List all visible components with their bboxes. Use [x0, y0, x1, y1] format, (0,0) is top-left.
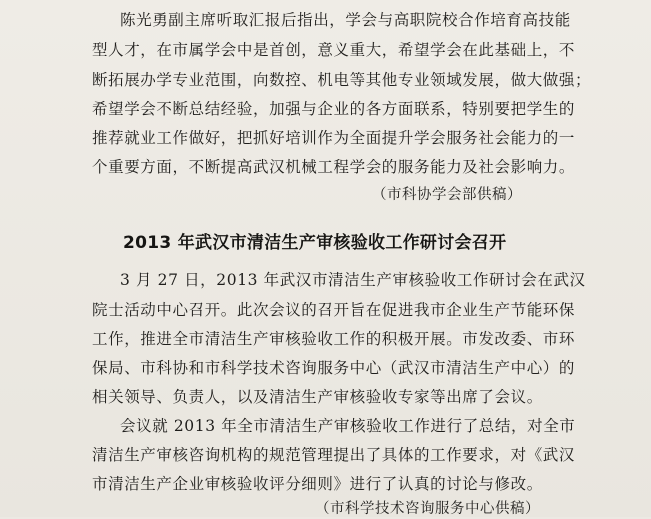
- source-credit: （市科协学会部供稿）: [372, 187, 522, 203]
- paragraph-line: 3 月 27 日，2013 年武汉市清洁生产审核验收工作研讨会在武汉: [120, 271, 586, 289]
- paragraph-line: 陈光勇副主席听取汇报后指出，学会与高职院校合作培育高技能: [120, 11, 571, 29]
- paragraph-line: 会议就 2013 年全市清洁生产审核验收工作进行了总结，对全市: [120, 417, 576, 435]
- paragraph-line: 推荐就业工作做好，把抓好培训作为全面提升学会服务社会能力的一: [92, 129, 576, 147]
- paragraph-line: 相关领导、负责人，以及清洁生产审核验收专家等出席了会议。: [92, 388, 543, 406]
- paragraph-line: 断拓展办学专业范围，向数控、机电等其他专业领域发展，做大做强；: [92, 71, 592, 89]
- source-credit: （市科学技术咨询服务中心供稿）: [315, 501, 540, 517]
- paragraph-line: 院士活动中心召开。此次会议的召开旨在促进我市企业生产节能环保: [92, 301, 576, 319]
- paragraph-line: 希望学会不断总结经验，加强与企业的各方面联系，特别要把学生的: [92, 100, 576, 118]
- paragraph-line: 工作，推进全市清洁生产审核验收工作的积极开展。市发改委、市环: [92, 330, 576, 348]
- article-title: 2013 年武汉市清洁生产审核验收工作研讨会召开: [123, 233, 507, 253]
- paragraph-line: 型人才，在市属学会中是首创，意义重大，希望学会在此基础上，不: [92, 41, 576, 59]
- paragraph-line: 市清洁生产企业审核验收评分细则》进行了认真的讨论与修改。: [92, 475, 543, 493]
- paragraph-line: 个重要方面，不断提高武汉机械工程学会的服务能力及社会影响力。: [92, 158, 576, 176]
- paragraph-line: 保局、市科协和市科学技术咨询服务中心（武汉市清洁生产中心）的: [92, 359, 576, 377]
- paragraph-line: 清洁生产审核咨询机构的规范管理提出了具体的工作要求，对《武汉: [92, 446, 576, 464]
